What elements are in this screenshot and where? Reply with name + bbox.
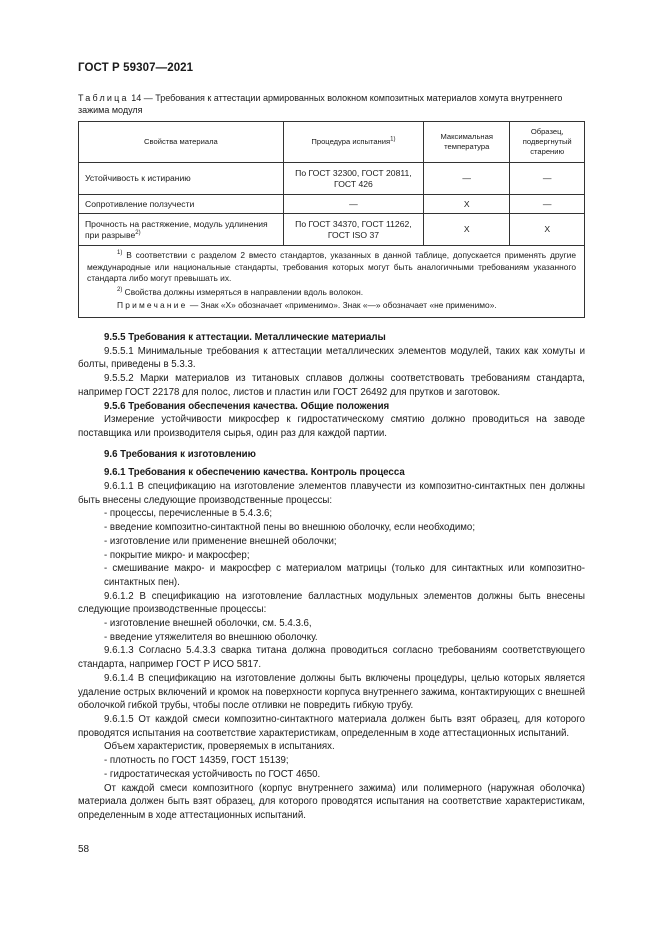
paragraph: От каждой смеси композитного (корпус внутреннего зажима) или полимерного (наружная оболочка) материала должен быть взят образец, для которого проводятся испытания на соответствие характеристикам, определенным в ходе аттестационных испытаний. [78, 782, 585, 821]
table-row [79, 163, 585, 195]
cell-property: Сопротивление ползучести [79, 195, 284, 214]
cell-max-temp: X [424, 214, 510, 246]
cell-property [79, 214, 284, 246]
document-code: ГОСТ Р 59307—2021 [78, 62, 194, 74]
cell-max-temp: — [424, 163, 510, 195]
header-max-temperature: Максимальная температура [424, 122, 510, 163]
remark-word: Примечание [117, 300, 188, 311]
table-caption [78, 92, 588, 116]
paragraph: Измерение устойчивости микросфер к гидростатическому смятию должно проводиться на заводе поставщика или производителя сырья, один раз для каждой партии. [78, 414, 585, 439]
header-test-procedure-text: Процедура испытания [311, 137, 391, 146]
header-test-procedure [283, 122, 423, 163]
list-item: - изготовление внешней оболочки, см. 5.4.3.6, [104, 618, 312, 630]
page-number: 58 [78, 844, 90, 855]
footnote-2 [87, 287, 576, 299]
list-item: - гидростатическая устойчивость по ГОСТ 4650. [104, 768, 321, 780]
paragraph: 9.5.5.1 Минимальные требования к аттестации металлических элементов модулей, таких как хомуты и болты, приведены в 5.3.3. [78, 345, 585, 371]
footnote-2-mark: 2) [117, 286, 123, 293]
cell-property: Устойчивость к истиранию [79, 163, 284, 195]
section-heading: 9.6 Требования к изготовлению [104, 448, 256, 460]
list-item: - плотность по ГОСТ 14359, ГОСТ 15139; [104, 755, 289, 767]
body-text [78, 331, 585, 823]
material-properties-table [78, 121, 585, 318]
footnote-2-text: Свойства должны измеряться в направлении вдоль волокон. [124, 286, 364, 297]
list-item: - изготовление или применение внешней оболочки; [104, 535, 337, 547]
paragraph: 9.5.5.2 Марки материалов из титановых сплавов должны соответствовать требованиям стандарта, например ГОСТ 22178 для полос, листов и пластин или ГОСТ 26492 для прутков и заготовок. [78, 373, 585, 398]
list-item: - покрытие микро- и макросфер; [104, 549, 250, 561]
footnote-1-mark: 1) [117, 250, 123, 257]
paragraph: 9.6.1.3 Согласно 5.4.3.3 сварка титана должна проводиться согласно требованиям соответствующего стандарта, например ГОСТ Р ИСО 5817. [78, 645, 585, 671]
paragraph: 9.6.1.5 От каждой смеси композитно-синтактного материала должен быть взят образец, для которого проводятся испытания на соответствие характеристикам, определенным в ходе аттестационных испытаний. [78, 713, 585, 739]
list-item: - смешивание макро- и макросфер с материалом матрицы (только для синтактных или композитно-синтактных пен). [104, 563, 585, 588]
cell-aged: X [510, 214, 585, 246]
table-row [79, 195, 585, 214]
paragraph: 9.6.1.1 В спецификацию на изготовление элементов плавучести из композитно-синтактных пен должны быть внесены следующие производственные процессы: [78, 481, 585, 506]
footnote-1 [87, 250, 576, 285]
list-item: - процессы, перечисленные в 5.4.3.6; [104, 508, 273, 520]
table-caption-text: 14 — Требования к аттестации армированных волокном композитных материалов хомута внутреннего зажима модуля [78, 93, 563, 115]
paragraph: Объем характеристик, проверяемых в испытаниях. [104, 741, 335, 753]
table-header-row [79, 122, 585, 163]
cell-aged: — [510, 195, 585, 214]
paragraph: 9.6.1.4 В спецификацию на изготовление должны быть включены процедуры, целью которых является удаление острых включений и кромок на поверхности корпуса внутреннего зажима, контактирующих с внешней оболочкой гибкой трубы, чтобы после отливки не повредить гибкую трубу. [78, 672, 585, 712]
table-caption-word: Таблица [78, 93, 129, 103]
table-notes [79, 246, 585, 318]
cell-max-temp: X [424, 195, 510, 214]
section-heading: 9.5.6 Требования обеспечения качества. Общие положения [104, 400, 390, 412]
property-footnote-mark: 2) [135, 229, 141, 236]
list-item: - введение утяжелителя во внешнюю оболочку. [104, 631, 318, 643]
cell-property-text: Прочность на растяжение, модуль удлинения при разрыве [85, 218, 268, 240]
header-footnote-mark: 1) [390, 136, 396, 143]
table-notes-row [79, 246, 585, 318]
table-row [79, 214, 585, 246]
cell-procedure: По ГОСТ 32300, ГОСТ 20811, ГОСТ 426 [283, 163, 423, 195]
list-item: - введение композитно-синтактной пены во внешнюю оболочку, если необходимо; [104, 522, 476, 534]
section-heading: 9.6.1 Требования к обеспечению качества. Контроль процесса [104, 467, 405, 479]
cell-procedure: — [283, 195, 423, 214]
remark-text: — Знак «X» обозначает «применимо». Знак «—» обозначает «не применимо». [189, 300, 497, 311]
section-heading: 9.5.5 Требования к аттестации. Металлические материалы [104, 332, 386, 343]
header-material-properties: Свойства материала [79, 122, 284, 163]
paragraph: 9.6.1.2 В спецификацию на изготовление балластных модульных элементов должны быть внесены следующие производственные процессы: [78, 590, 585, 616]
cell-procedure: По ГОСТ 34370, ГОСТ 11262, ГОСТ ISO 37 [283, 214, 423, 246]
table-remark [87, 300, 576, 312]
footnote-1-text: В соответствии с разделом 2 вместо стандартов, указанных в данной таблице, допускается применять другие международные или национальные стандарты, требования которых могут быть аналогичными требованиям указанного стандарта либо могут превышать их. [87, 250, 576, 284]
cell-aged: — [510, 163, 585, 195]
header-aged-sample: Образец, подвергнутый старению [510, 122, 585, 163]
